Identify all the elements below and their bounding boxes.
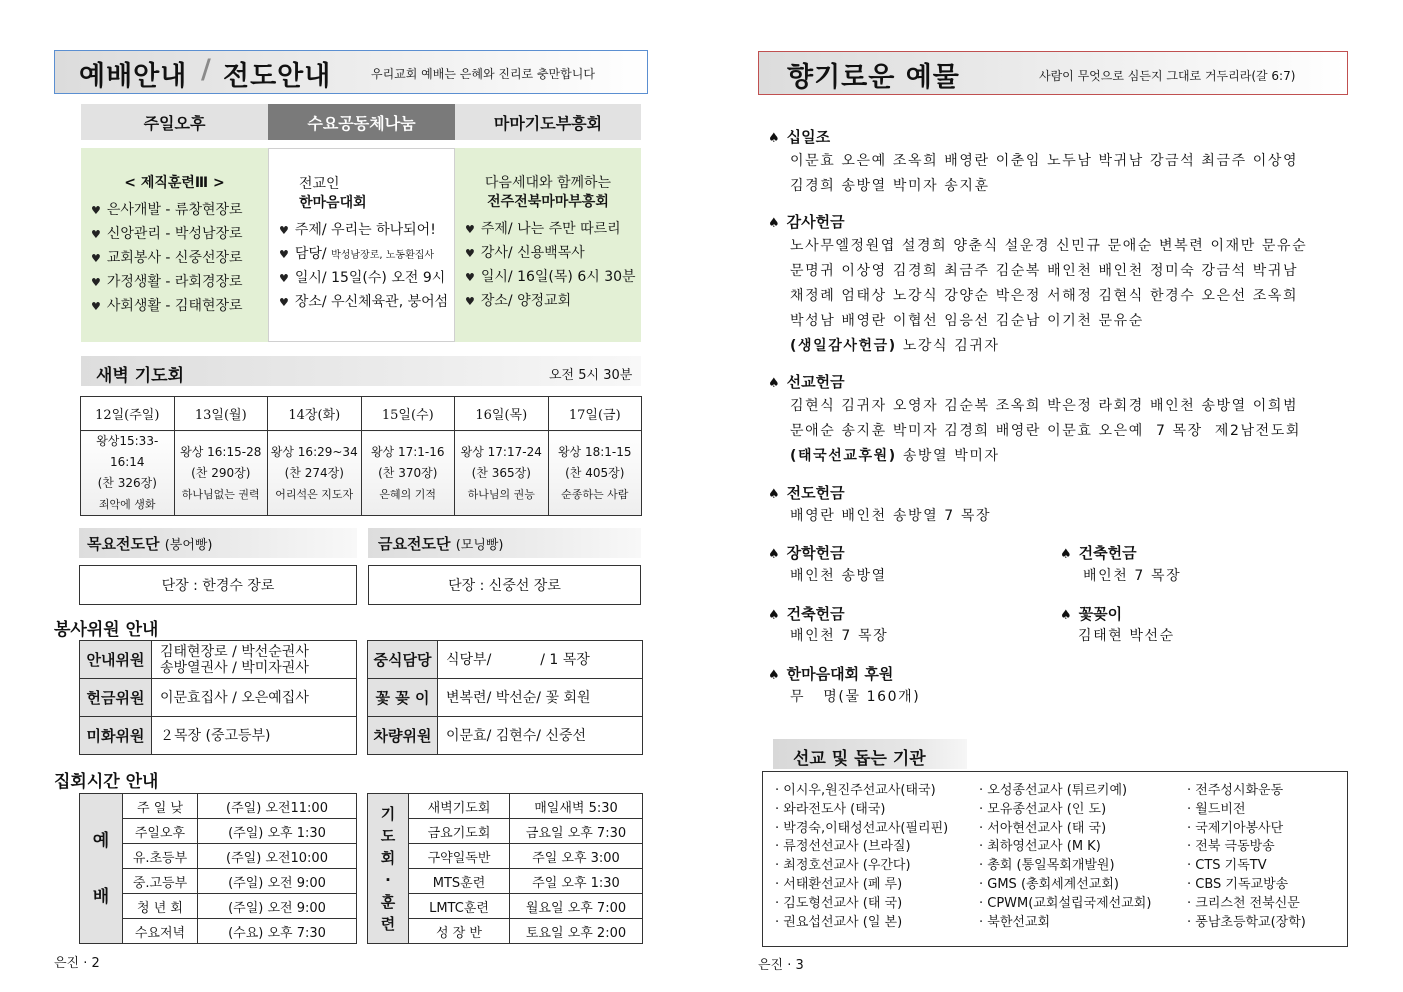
panel-deacon-training [81,148,268,342]
table-cell-name: 중.고등부 [123,869,198,894]
building-heading-1: ♠ 건축헌금 [1060,544,1137,562]
heart-icon: ♥ [465,295,475,308]
list-item: ♥ 일시/ 16일(목) 6시 30분 [465,269,636,285]
list-item: · 서태환선교사 (페 루) [775,876,903,892]
tab-sunday-afternoon: 주일오후 [81,104,268,140]
dawn-prayer-time: 오전 5시 30분 [549,368,633,383]
heart-icon: ♥ [91,276,101,289]
spade-bullet-icon: ♠ [768,547,780,562]
list-item: ♥ 담당/ 박성남장로, 노동환집사 [279,246,435,262]
building-names-2: 배인천 7 목장 [790,628,889,644]
list-item: ♥ 신앙관리 - 박성남장로 [91,226,243,242]
list-item: ♥ 일시/ 15일(수) 오전 9시 [279,270,446,286]
list-item: · 최정호선교사 (우간다) [775,858,911,874]
spade-bullet-icon: ♠ [768,487,780,502]
list-item: · 류정선선교사 (브라질) [775,839,911,855]
heart-icon: ♥ [465,271,475,284]
page-number-left: 은진 · 2 [54,956,100,971]
heart-icon: ♥ [91,300,101,313]
heart-icon: ♥ [465,223,475,236]
table-cell-label: 미화위원 [80,717,152,755]
mission-offering-heading: ♠ 선교헌금 [768,373,845,391]
table-cell-name: 청 년 회 [123,894,198,919]
page-number-right: 은진 · 3 [758,958,804,973]
table-cell-name: 주 일 낮 [123,794,198,819]
table-cell-name: 새벽기도회 [409,794,510,819]
worship-side-label: 예 배 [80,794,123,944]
scholarship-heading: ♠ 장학헌금 [768,544,845,562]
friday-team-leader: 단장 : 신중선 장로 [368,565,641,605]
table-cell-reading: 왕상 17:1-16 (찬 370장) 은혜의 기적 [361,431,455,516]
table-cell-name: 주일오후 [123,819,198,844]
spade-bullet-icon: ♠ [768,216,780,231]
organizer-names: 박성남장로, 노동환집사 [331,250,435,261]
list-item: ♥ 가정생활 - 라회경장로 [91,274,243,290]
table-cell-day: 12일(주일) [81,397,175,431]
list-item: · 서아현선교사 (태 국) [979,820,1107,836]
prayer-times-table [367,793,643,944]
list-item: · 이시우,원진주선교사(태국) [775,783,936,798]
list-item: · 김도형선교사 (태 국) [775,895,903,911]
list-item: · 권요섭선교사 (일 본) [775,914,903,930]
deacon-training-title: < 제직훈련Ⅲ > [124,175,225,191]
table-cell-name: MTS훈련 [409,869,510,894]
list-item: · 전주성시화운동 [1187,783,1284,798]
thursday-team-leader: 단장 : 한경수 장로 [79,565,357,605]
table-cell-reading: 왕상 16:15-28 (찬 290장) 하나님없는 권력 [174,431,268,516]
list-item: ♥ 교회봉사 - 신중선장로 [91,250,243,266]
thursday-team-title: 목요전도단 (붕어빵) [87,535,213,553]
friday-team-title: 금요전도단 (모닝빵) [378,535,504,553]
header-tagline: 우리교회 예배는 은혜와 진리로 충만합니다 [371,67,595,81]
table-cell-time: (주일) 오전11:00 [198,794,357,819]
volunteers-table-left [79,640,357,755]
list-item: · CTS 기독TV [1187,858,1267,874]
thanks-names: 노사무엘정원엽 설경희 양춘식 설운경 신민규 문애순 변복련 이재만 문유순 문명귀 이상영 김경희 최금주 김순복 배인천 배인천 정미숙 강금석 박귀남 채정례 엄태상 노강식 강양순 박은정 서해정 김현식 한경수 오은선 조옥희 박성남 배영란 이협선 임응선 김순남 이기천 문유순 (생일감사헌금) 노강식 김귀자 [790,238,1308,354]
table-cell-time: (주일) 오후 1:30 [198,819,357,844]
list-item: · CPWM(교회설립국제선교회) [979,895,1152,911]
table-cell-reading: 왕상 18:1-15 (찬 405장) 순종하는 사람 [548,431,642,516]
list-item: · 풍남초등학교(장학) [1187,914,1306,930]
list-item: · 최하영선교사 (M K) [979,839,1101,855]
evangelism-guide-title: 전도안내 [223,61,332,92]
panel-mama-revival [455,148,641,342]
tab-wednesday-community: 수요공동체나눔 [268,104,455,140]
table-cell-name: 구약일독반 [409,844,510,869]
heart-icon: ♥ [279,224,289,237]
table-cell-name: 유.초등부 [123,844,198,869]
table-cell-name: 금요기도회 [409,819,510,844]
evangelism-offering-heading: ♠ 전도헌금 [768,484,845,502]
list-item: · 월드비전 [1187,801,1246,817]
worship-guide-title: 예배안내 [79,61,188,92]
table-cell-time: 월요일 오후 7:00 [510,894,643,919]
list-item: ♥ 은사개발 - 류창현장로 [91,202,243,218]
list-item: · 총회 (통일목회개발원) [979,858,1115,874]
left-page-header [54,50,648,94]
flower-heading: ♠ 꽃꽂이 [1060,605,1123,623]
missions-title: 선교 및 돕는 기관 [793,749,926,769]
title-slash: / [201,54,212,85]
list-item: · 북한선교회 [979,914,1051,930]
meetings-title: 집회시간 안내 [54,772,159,792]
dawn-prayer-title: 새벽 기도회 [96,366,185,386]
list-item: · 전북 극동방송 [1187,839,1275,855]
header-verse: 사람이 무엇으로 심든지 그대로 거두리라(갈 6:7) [1039,69,1296,83]
heart-icon: ♥ [465,247,475,260]
list-item: · 와라전도사 (태국) [775,801,886,817]
table-cell-value: ２목장 (중고등부) [152,717,357,755]
table-cell-day: 15일(수) [361,397,455,431]
list-item: ♥ 사회생활 - 김태현장로 [91,298,243,314]
table-cell-day: 16일(목) [455,397,549,431]
heart-icon: ♥ [279,272,289,285]
heart-icon: ♥ [91,204,101,217]
panel-one-mind-event [268,148,455,342]
worship-times-table [79,793,357,944]
missions-column-2 [979,782,1151,932]
spade-bullet-icon: ♠ [768,131,780,146]
table-cell-value: 김태현장로 / 박선순권사 송방열권사 / 박미자권사 [152,641,357,679]
missions-box [762,771,1348,947]
list-item: ♥ 장소/ 우신체육관, 붕어섬 [279,294,449,310]
table-cell-value: 이문효/ 김현수/ 신중선 [438,717,643,755]
spade-bullet-icon: ♠ [768,376,780,391]
table-cell-time: (수요) 오후 7:30 [198,919,357,944]
spade-bullet-icon: ♠ [768,608,780,623]
building-heading-2: ♠ 건축헌금 [768,605,845,623]
table-cell-name: 성 장 반 [409,919,510,944]
volunteers-table-right [367,640,643,755]
table-cell-time: (주일) 오전 9:00 [198,894,357,919]
table-cell-time: 주일 오후 3:00 [510,844,643,869]
list-item: ♥ 주제/ 나는 주만 따르리 [465,221,621,237]
tithe-names: 이문효 오은예 조옥희 배영란 이춘임 노두남 박귀남 강금석 최금주 이상영 김경희 송방열 박미자 송지훈 [790,153,1299,194]
table-cell-time: (주일) 오전 9:00 [198,869,357,894]
list-item: ♥ 장소/ 양정교회 [465,293,572,309]
list-item: ♥ 주제/ 우리는 하나되어! [279,222,436,238]
table-cell-name: LMTC훈련 [409,894,510,919]
table-cell-reading: 왕상 17:17-24 (찬 365장) 하나님의 권능 [455,431,549,516]
table-cell-label: 중식담당 [368,641,438,679]
dawn-schedule-table [80,396,642,516]
one-mind-sponsor-names: 무 명(물 160개) [790,689,921,705]
building-names-1: 배인천 7 목장 [1083,568,1182,584]
birthday-offering-label: (생일감사헌금) [790,338,897,354]
table-cell-day: 17일(금) [548,397,642,431]
table-cell-reading: 왕상 16:29~34 (찬 274장) 어리석은 지도자 [268,431,362,516]
heart-icon: ♥ [91,228,101,241]
list-item: · CBS 기독교방송 [1187,876,1289,892]
prayer-side-label: 기 도 회 · 훈 련 [368,794,409,944]
list-item: · 박경숙,이태성선교사(필리핀) [775,820,949,836]
flower-names: 김태현 박선순 [1078,628,1175,644]
list-item: · GMS (총회세계선교회) [979,876,1119,892]
spade-bullet-icon: ♠ [1060,608,1072,623]
missions-column-1 [775,782,948,932]
missions-column-3 [1187,782,1306,932]
offerings-title: 향기로운 예물 [787,62,960,93]
table-cell-label: 헌금위원 [80,679,152,717]
table-cell-time: 토요일 오후 2:00 [510,919,643,944]
list-item: · 오성종선교사 (튀르키예) [979,783,1128,798]
table-cell-value: 변복련/ 박선순/ 꽃 회원 [438,679,643,717]
scholarship-names: 배인천 송방열 [790,568,887,584]
spade-bullet-icon: ♠ [768,668,780,683]
thanks-heading: ♠ 감사헌금 [768,213,845,231]
mission-offering-names: 김현식 김귀자 오영자 김순복 조옥희 박은정 라회경 배인천 송방열 이희범 문애순 송지훈 박미자 김경희 배영란 이문효 오은예 7 목장 제2남전도회 (태국선교후원) 송방열 박미자 [790,398,1302,464]
table-cell-time: 금요일 오후 7:30 [510,819,643,844]
evangelism-offering-names: 배영란 배인천 송방열 7 목장 [790,508,992,524]
volunteers-title: 봉사위원 안내 [54,620,159,640]
table-cell-name: 수요저녁 [123,919,198,944]
table-cell-value: 이문효집사 / 오은예집사 [152,679,357,717]
one-mind-sponsor-heading: ♠ 한마음대회 후원 [768,665,894,683]
tithe-heading: ♠ 십일조 [768,128,831,146]
revival-title: 전주전북마마부흥회 [487,194,609,210]
one-mind-title: 한마음대회 [299,195,367,211]
table-cell-label: 차량위원 [368,717,438,755]
list-item: ♥ 강사/ 신용백목사 [465,245,585,261]
table-cell-reading: 왕상15:33-16:14 (찬 326장) 죄악에 생화 [81,431,175,516]
thailand-support-label: (태국선교후원) [790,448,897,464]
list-item: · 국제기아봉사단 [1187,820,1284,836]
table-cell-time: 매일새벽 5:30 [510,794,643,819]
table-cell-time: (주일) 오전10:00 [198,844,357,869]
spade-bullet-icon: ♠ [1060,547,1072,562]
table-cell-time: 주일 오후 1:30 [510,869,643,894]
heart-icon: ♥ [279,296,289,309]
table-cell-day: 14장(화) [268,397,362,431]
table-cell-day: 13일(월) [174,397,268,431]
heart-icon: ♥ [279,248,289,261]
heart-icon: ♥ [91,252,101,265]
table-cell-label: 꽃 꽂 이 [368,679,438,717]
list-item: · 모유종선교사 (인 도) [979,801,1107,817]
table-cell-label: 안내위원 [80,641,152,679]
tab-mama-revival: 마마기도부흥회 [455,104,641,140]
right-page-header [758,51,1348,95]
one-mind-subtitle: 전교인 [299,176,340,192]
list-item: · 크리스천 전북신문 [1187,895,1300,911]
revival-subtitle: 다음세대와 함께하는 [484,175,612,191]
table-cell-value: 식당부/ / 1 목장 [438,641,643,679]
